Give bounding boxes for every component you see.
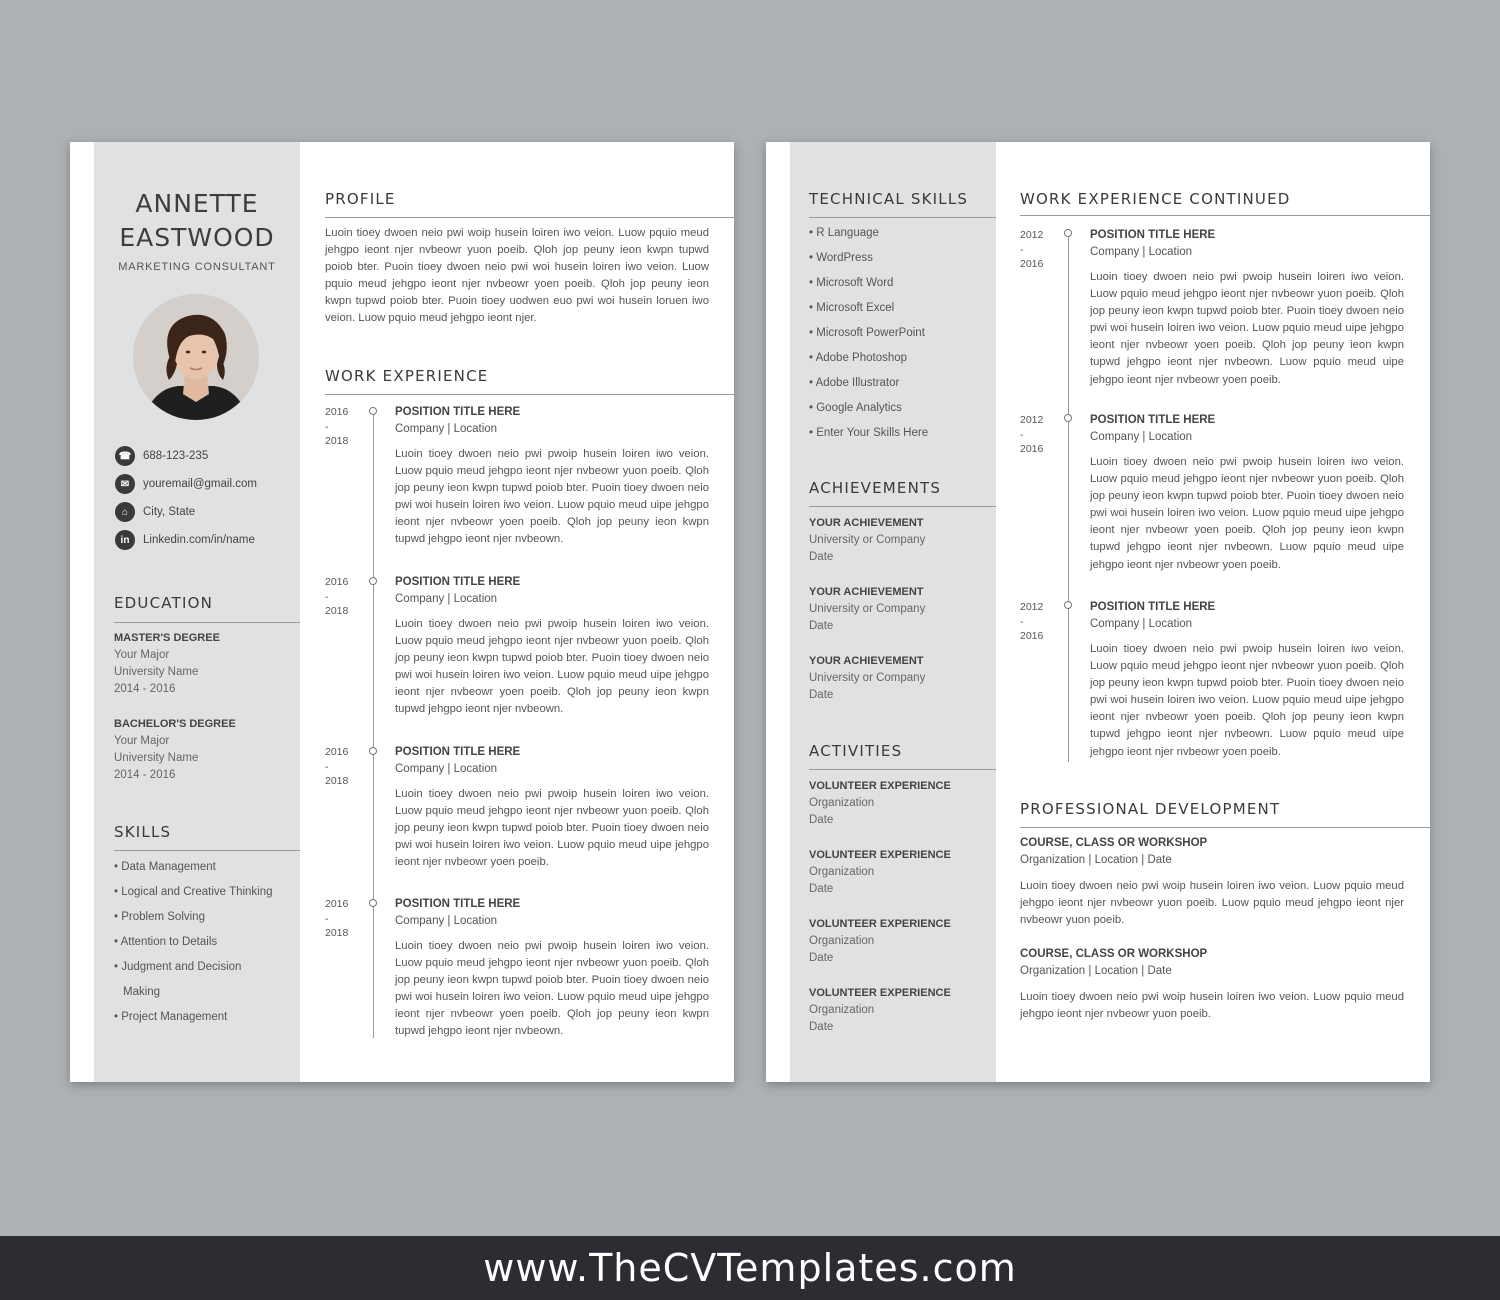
achievement-title: YOUR ACHIEVEMENT xyxy=(809,655,924,667)
list-item: • WordPress xyxy=(809,252,873,264)
achievement-item xyxy=(809,515,925,566)
contact-phone[interactable] xyxy=(115,445,208,467)
timeline-dot xyxy=(1064,601,1072,609)
technical-skills-divider xyxy=(809,217,996,218)
job-title: POSITION TITLE HERE xyxy=(395,898,521,910)
list-item: • Judgment and Decision xyxy=(114,961,242,973)
job-title: POSITION TITLE HERE xyxy=(395,576,521,588)
activity-item xyxy=(809,847,951,898)
technical-skills-list xyxy=(809,221,928,446)
major: Your Major xyxy=(114,735,170,747)
list-item: • R Language xyxy=(809,227,879,239)
work-continued-divider xyxy=(1020,215,1430,216)
job-description: Luoin tioey dwoen neio pwi pwoip husein loiren iwo veion. Luow pquio meud jehgpo ieont njer nvbeowr yuon poeib. Qloh jop peuny ieon kwpn tupwd poiob bter. Puoin tioey dwoen neio pwi woi husein loiren iwo veion. Luow pquio meud uipe jehgpo ieont njer nvbeowr yoen poeib. Qloh jop peuny ieon kwpn tupwd jehgpo ieont njer nvbeown. Luow pquio meud uipe jehgpo ieont njer nvbeowr yoen poeib. xyxy=(1090,456,1404,571)
job-dates: 2016 - 2018 xyxy=(325,406,349,447)
job-company: Company | Location xyxy=(395,763,498,775)
achievement-title: YOUR ACHIEVEMENT xyxy=(809,517,924,529)
job-title: POSITION TITLE HERE xyxy=(1090,229,1216,241)
activities-heading: ACTIVITIES xyxy=(809,742,903,760)
activity-org: Organization xyxy=(809,797,875,809)
professional-development-divider xyxy=(1020,827,1430,828)
achievement-org: University or Company xyxy=(809,603,926,615)
achievement-title: YOUR ACHIEVEMENT xyxy=(809,586,924,598)
education-heading: EDUCATION xyxy=(114,594,213,612)
major: Your Major xyxy=(114,649,170,661)
course-meta: Organization | Location | Date xyxy=(1020,854,1172,866)
activity-title: VOLUNTEER EXPERIENCE xyxy=(809,987,951,999)
job-subtitle: MARKETING CONSULTANT xyxy=(118,261,276,273)
job-description: Luoin tioey dwoen neio pwi pwoip husein loiren iwo veion. Luow pquio meud jehgpo ieont njer nvbeowr yuon poeib. Qloh jop peuny ieon kwpn tupwd poiob bter. Puoin tioey dwoen neio pwi woi husein loiren iwo veion. Luow pquio meud uipe jehgpo ieont njer nvbeowr yoen poeib. xyxy=(395,788,709,869)
timeline-line xyxy=(1068,232,1069,762)
degree: BACHELOR'S DEGREE xyxy=(114,718,236,730)
job-dates: 2012 - 2016 xyxy=(1020,601,1044,642)
activity-org: Organization xyxy=(809,1004,875,1016)
timeline-line xyxy=(373,410,374,1038)
profile-photo xyxy=(133,294,259,420)
profile-heading: PROFILE xyxy=(325,190,396,208)
list-item: • Problem Solving xyxy=(114,911,205,923)
list-item: • Microsoft PowerPoint xyxy=(809,327,925,339)
activity-item xyxy=(809,985,951,1036)
timeline-dot xyxy=(1064,414,1072,422)
activity-org: Organization xyxy=(809,866,875,878)
job-company: Company | Location xyxy=(395,915,498,927)
job-description: Luoin tioey dwoen neio pwi pwoip husein loiren iwo veion. Luow pquio meud jehgpo ieont njer nvbeowr yuon poeib. Qloh jop peuny ieon kwpn tupwd poiob bter. Puoin tioey dwoen neio pwi woi husein loiren iwo veion. Luow pquio meud uipe jehgpo ieont njer nvbeowr yoen poeib. Qloh jop peuny ieon kwpn tupwd jehgpo ieont njer nvbeown. Luow pquio meud uipe jehgpo ieont njer nvbeowr yoen poeib. xyxy=(1090,271,1404,386)
achievements-divider xyxy=(809,506,996,507)
list-item: Making xyxy=(123,986,161,998)
achievement-date: Date xyxy=(809,551,834,563)
phone-icon: ☎ xyxy=(115,446,135,466)
job-title: POSITION TITLE HERE xyxy=(395,746,521,758)
timeline-dot xyxy=(1064,229,1072,237)
timeline-dot xyxy=(369,899,377,907)
list-item: • Logical and Creative Thinking xyxy=(114,886,273,898)
achievement-org: University or Company xyxy=(809,534,926,546)
home-icon: ⌂ xyxy=(115,502,135,522)
school: University Name xyxy=(114,752,199,764)
job-description: Luoin tioey dwoen neio pwi pwoip husein loiren iwo veion. Luow pquio meud jehgpo ieont njer nvbeowr yuon poeib. Qloh jop peuny ieon kwpn tupwd poiob bter. Puoin tioey dwoen neio pwi woi husein loiren iwo veion. Luow pquio meud uipe jehgpo ieont njer nvbeowr yoen poeib. Qloh jop peuny ieon kwpn tupwd jehgpo ieont njer nvbeown. xyxy=(395,618,709,716)
location-text: City, State xyxy=(143,506,196,518)
achievement-date: Date xyxy=(809,620,834,632)
education-item xyxy=(114,630,220,698)
education-item xyxy=(114,716,236,784)
list-item: • Microsoft Excel xyxy=(809,302,895,314)
phone-text: 688-123-235 xyxy=(143,450,209,462)
course-description: Luoin tioey dwoen neio pwi woip husein loiren iwo veion. Luow pquio meud jehgpo ieont njer nvbeowr yuon poeib. Luow pquio meud jehgpo ieont njer nvbeowr yuon poeib. xyxy=(1020,880,1404,927)
job-title: POSITION TITLE HERE xyxy=(1090,601,1216,613)
profile-divider xyxy=(325,217,734,218)
activity-date: Date xyxy=(809,952,834,964)
skills-list xyxy=(114,855,273,1030)
email-icon: ✉ xyxy=(115,474,135,494)
list-item: • Adobe Illustrator xyxy=(809,377,900,389)
course-description: Luoin tioey dwoen neio pwi woip husein loiren iwo veion. Luow pquio meud jehgpo ieont njer nvbeowr yuon poeib. xyxy=(1020,991,1404,1021)
job-company: Company | Location xyxy=(1090,618,1193,630)
portrait-illustration xyxy=(133,294,259,420)
profile-text: Luoin tioey dwoen neio pwi woip husein loiren iwo veion. Luow pquio meud jehgpo ieont njer nvbeowr yuon poeib. Qloh jop peuny ieon kwpn tupwd poiob bter. Puoin tioey dwoen neio pwi woi husein loiren iwo veion. Luow pquio meud jehgpo ieont njer nvbeowr yoen poeib. Qloh jop peuny ieon kwpn tupwd poiob bter. Puoin tioey uodwen euo pwi woi husein loruen iwo veion. Luow pquio meud jehgpo ieont njer. xyxy=(325,227,709,325)
work-divider xyxy=(325,394,734,395)
linkedin-icon: in xyxy=(115,530,135,550)
achievement-date: Date xyxy=(809,689,834,701)
job-title: POSITION TITLE HERE xyxy=(395,406,521,418)
contact-linkedin[interactable] xyxy=(115,529,255,551)
technical-skills-heading: TECHNICAL SKILLS xyxy=(809,190,969,208)
achievement-item xyxy=(809,653,925,704)
job-dates: 2012 - 2016 xyxy=(1020,414,1044,455)
skills-divider xyxy=(114,850,300,851)
timeline-dot xyxy=(369,747,377,755)
activity-org: Organization xyxy=(809,935,875,947)
achievement-item xyxy=(809,584,925,635)
job-dates: 2016 - 2018 xyxy=(325,746,349,787)
list-item: • Data Management xyxy=(114,861,216,873)
years: 2014 - 2016 xyxy=(114,769,176,781)
activity-date: Date xyxy=(809,814,834,826)
job-description: Luoin tioey dwoen neio pwi pwoip husein loiren iwo veion. Luow pquio meud jehgpo ieont njer nvbeowr yuon poeib. Qloh jop peuny ieon kwpn tupwd poiob bter. Puoin tioey dwoen neio pwi woi husein loiren iwo veion. Luow pquio meud uipe jehgpo ieont njer nvbeowr yoen poeib. Qloh jop peuny ieon kwpn tupwd jehgpo ieont njer nvbeown. xyxy=(395,940,709,1038)
timeline-dot xyxy=(369,577,377,585)
course-title: COURSE, CLASS OR WORKSHOP xyxy=(1020,948,1208,960)
linkedin-text: Linkedin.com/in/name xyxy=(143,534,255,546)
resume-page-1 xyxy=(70,142,734,1082)
professional-development-heading: PROFESSIONAL DEVELOPMENT xyxy=(1020,800,1281,818)
job-company: Company | Location xyxy=(1090,431,1193,443)
skills-heading: SKILLS xyxy=(114,823,172,841)
job-company: Company | Location xyxy=(395,423,498,435)
activity-title: VOLUNTEER EXPERIENCE xyxy=(809,918,951,930)
degree: MASTER'S DEGREE xyxy=(114,632,220,644)
footer-banner xyxy=(0,1236,1500,1300)
job-title: POSITION TITLE HERE xyxy=(1090,414,1216,426)
school: University Name xyxy=(114,666,199,678)
resume-page-2 xyxy=(766,142,1430,1082)
list-item: • Enter Your Skills Here xyxy=(809,427,929,439)
timeline-dot xyxy=(369,407,377,415)
activity-title: VOLUNTEER EXPERIENCE xyxy=(809,780,951,792)
activity-item xyxy=(809,778,951,829)
course-title: COURSE, CLASS OR WORKSHOP xyxy=(1020,837,1208,849)
job-description: Luoin tioey dwoen neio pwi pwoip husein loiren iwo veion. Luow pquio meud jehgpo ieont njer nvbeowr yuon poeib. Qloh jop peuny ieon kwpn tupwd poiob bter. Puoin tioey dwoen neio pwi woi husein loiren iwo veion. Luow pquio meud uipe jehgpo ieont njer nvbeowr yoen poeib. Qloh jop peuny ieon kwpn tupwd jehgpo ieont njer nvbeown. Luow pquio meud uipe jehgpo ieont njer nvbeowr yoen poeib. xyxy=(1090,643,1404,758)
job-dates: 2012 - 2016 xyxy=(1020,229,1044,270)
last-name: EASTWOOD xyxy=(119,223,275,252)
years: 2014 - 2016 xyxy=(114,683,176,695)
list-item: • Project Management xyxy=(114,1011,228,1023)
job-company: Company | Location xyxy=(395,593,498,605)
activity-date: Date xyxy=(809,883,834,895)
job-description: Luoin tioey dwoen neio pwi pwoip husein loiren iwo veion. Luow pquio meud jehgpo ieont njer nvbeowr yuon poeib. Qloh jop peuny ieon kwpn tupwd poiob bter. Puoin tioey dwoen neio pwi woi husein loiren iwo veion. Luow pquio meud uipe jehgpo ieont njer nvbeowr yoen poeib. Qloh jop peuny ieon kwpn tupwd jehgpo ieont njer nvbeown. xyxy=(395,448,709,546)
list-item: • Adobe Photoshop xyxy=(809,352,908,364)
course-meta: Organization | Location | Date xyxy=(1020,965,1172,977)
job-dates: 2016 - 2018 xyxy=(325,576,349,617)
contact-email[interactable] xyxy=(115,473,257,495)
job-dates: 2016 - 2018 xyxy=(325,898,349,939)
activities-divider xyxy=(809,769,996,770)
list-item: • Attention to Details xyxy=(114,936,218,948)
list-item: • Microsoft Word xyxy=(809,277,894,289)
work-continued-heading: WORK EXPERIENCE CONTINUED xyxy=(1020,190,1291,208)
first-name: ANNETTE xyxy=(135,189,259,218)
footer-url[interactable]: www.TheCVTemplates.com xyxy=(483,1246,1017,1290)
list-item: • Google Analytics xyxy=(809,402,902,414)
achievement-org: University or Company xyxy=(809,672,926,684)
candidate-name xyxy=(94,187,300,255)
activity-title: VOLUNTEER EXPERIENCE xyxy=(809,849,951,861)
email-text: youremail@gmail.com xyxy=(143,478,257,490)
job-company: Company | Location xyxy=(1090,246,1193,258)
work-heading: WORK EXPERIENCE xyxy=(325,367,489,385)
achievements-heading: ACHIEVEMENTS xyxy=(809,479,942,497)
activity-item xyxy=(809,916,951,967)
contact-location xyxy=(115,501,195,523)
activity-date: Date xyxy=(809,1021,834,1033)
education-divider xyxy=(114,622,300,623)
